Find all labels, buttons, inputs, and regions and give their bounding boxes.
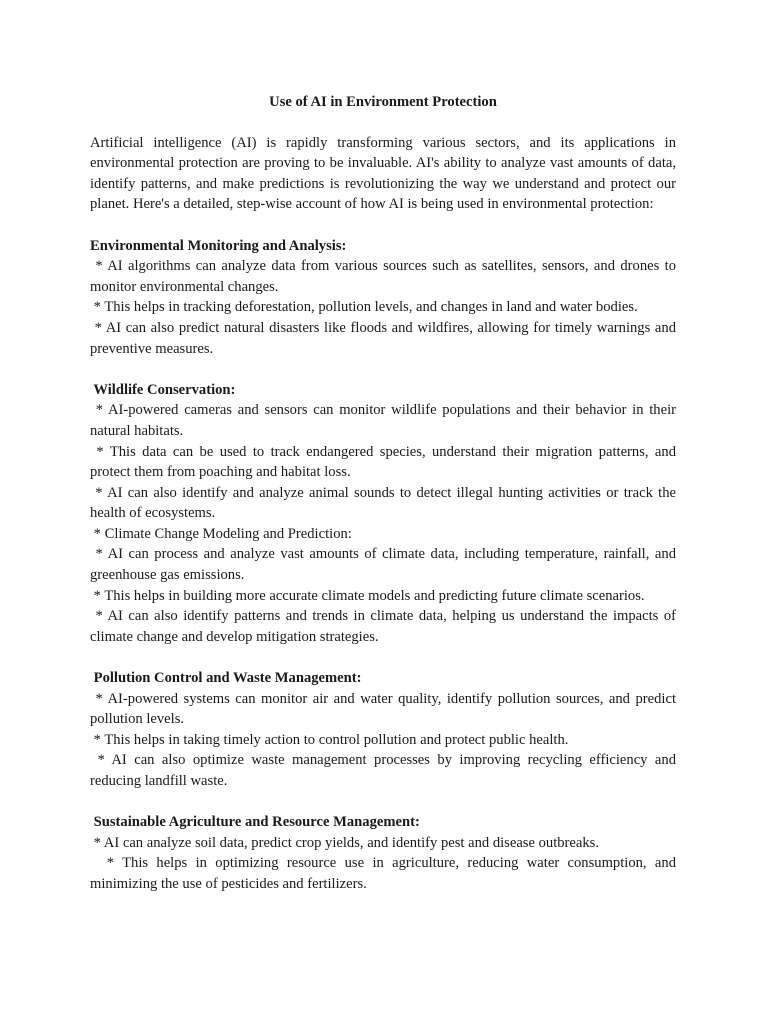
list-item: * AI can also identify patterns and trends in climate data, helping us understand the impacts of climate change and develop mitigation strategies.: [90, 608, 680, 645]
list-item: * Climate Change Modeling and Prediction:: [90, 525, 352, 542]
document-page: [90, 92, 680, 915]
list-item: * AI can also identify and analyze animal sounds to detect illegal hunting activities or track the health of ecosystems.: [90, 484, 680, 522]
section-pollution-control: [90, 668, 680, 792]
intro-paragraph: Artificial intelligence (AI) is rapidly transforming various sectors, and its applications in environmental protection are proving to be invaluable. AI's ability to analyze vast amounts of data, identify patterns, and make predictions is revolutionizing the way we understand and protect our planet. Here's a detailed, step-wise account of how AI is being used in environmental protection:: [90, 134, 676, 213]
list-item: * This helps in building more accurate climate models and predicting future climate scenarios.: [90, 587, 645, 604]
list-item: * This helps in tracking deforestation, pollution levels, and changes in land and water bodies.: [90, 299, 638, 316]
section-heading: Environmental Monitoring and Analysis:: [90, 237, 347, 254]
document-title: Use of AI in Environment Protection: [269, 94, 497, 110]
list-item: * AI can also predict natural disasters like floods and wildfires, allowing for timely warnings and preventive measures.: [90, 319, 680, 357]
list-item: * This data can be used to track endangered species, understand their migration patterns, and protect them from poaching and habitat loss.: [90, 443, 680, 481]
section-environmental-monitoring: [90, 236, 680, 360]
list-item: * AI can also optimize waste management processes by improving recycling efficiency and reducing landfill waste.: [90, 752, 680, 789]
list-item: * This helps in optimizing resource use in agriculture, reducing water consumption, and minimizing the use of pesticides and fertilizers.: [90, 855, 680, 892]
section-sustainable-agriculture: [90, 812, 680, 894]
list-item: * AI-powered systems can monitor air and water quality, identify pollution sources, and predict pollution levels.: [90, 690, 680, 728]
section-wildlife-conservation: [90, 380, 680, 648]
list-item: * AI can analyze soil data, predict crop yields, and identify pest and disease outbreaks.: [90, 834, 600, 851]
section-heading: Sustainable Agriculture and Resource Management:: [90, 814, 420, 831]
list-item: * AI algorithms can analyze data from various sources such as satellites, sensors, and drones to monitor environmental changes.: [90, 258, 680, 295]
list-item: * AI-powered cameras and sensors can monitor wildlife populations and their behavior in their natural habitats.: [90, 402, 680, 439]
section-heading: Pollution Control and Waste Management:: [90, 670, 362, 687]
section-heading: Wildlife Conservation:: [90, 381, 236, 398]
list-item: * This helps in taking timely action to control pollution and protect public health.: [90, 731, 569, 748]
list-item: * AI can process and analyze vast amounts of climate data, including temperature, rainfall, and greenhouse gas emissions.: [90, 546, 680, 584]
